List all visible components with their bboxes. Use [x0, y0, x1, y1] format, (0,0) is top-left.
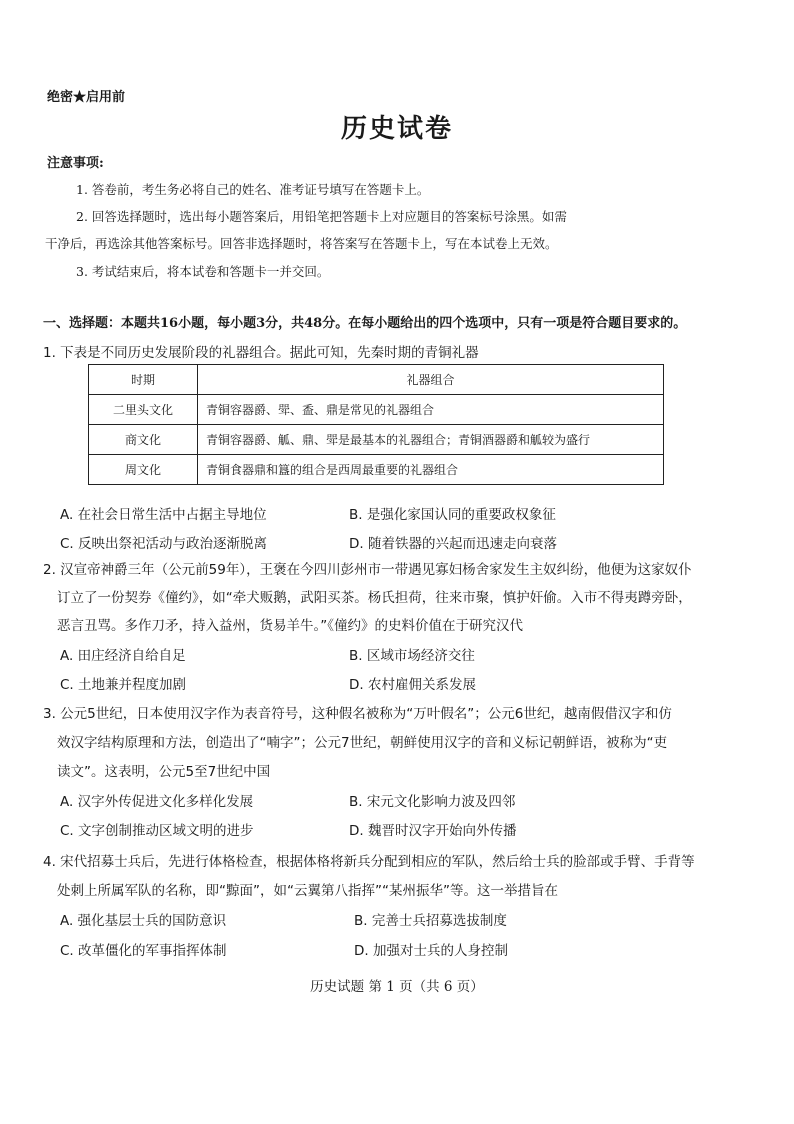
q1-option-a[interactable]: A. 在社会日常生活中占据主导地位 [60, 507, 267, 523]
table-cell-period: 商文化 [89, 425, 198, 455]
table-header-period: 时期 [89, 365, 198, 395]
question-3-stem-line: 读文”。这表明，公元5至7世纪中国 [57, 764, 271, 780]
q3-option-b[interactable]: B. 宋元文化影响力波及四邻 [349, 794, 516, 810]
q1-option-d[interactable]: D. 随着铁器的兴起而迅速走向衰落 [349, 536, 557, 552]
section-heading: 一、选择题：本题共16小题，每小题3分，共48分。在每小题给出的四个选项中，只有一项是符合题目要求的。 [43, 316, 687, 331]
q3-option-c[interactable]: C. 文字创制推动区域文明的进步 [60, 823, 254, 839]
ritual-vessels-table [88, 364, 664, 485]
table-cell-combination: 青铜容器爵、觚、鼎、斝是最基本的礼器组合；青铜酒器爵和觚较为盛行 [198, 425, 664, 455]
q2-option-b[interactable]: B. 区域市场经济交往 [349, 648, 475, 664]
notice-item: 3. 考试结束后，将本试卷和答题卡一并交回。 [76, 264, 330, 279]
q3-option-a[interactable]: A. 汉字外传促进文化多样化发展 [60, 794, 254, 810]
q4-option-c[interactable]: C. 改革僵化的军事指挥体制 [60, 943, 227, 959]
table-cell-period: 周文化 [89, 455, 198, 485]
table-header-combination: 礼器组合 [198, 365, 664, 395]
q1-option-c[interactable]: C. 反映出祭祀活动与政治逐渐脱离 [60, 536, 268, 552]
q2-option-d[interactable]: D. 农村雇佣关系发展 [349, 677, 476, 693]
q4-option-d[interactable]: D. 加强对士兵的人身控制 [354, 943, 508, 959]
question-4-stem-line: 4. 宋代招募士兵后，先进行体格检查，根据体格将新兵分配到相应的军队，然后给士兵的脸部或手臂、手背等 [43, 854, 695, 870]
page-footer: 历史试题 第 1 页（共 6 页） [310, 979, 484, 995]
confidential-label: 绝密★启用前 [47, 90, 126, 105]
question-2-stem-line: 订立了一份契券《僮约》，如“牵犬贩鹅，武阳买茶。杨氏担荷，往来市聚，慎护奸偷。入市不得夷蹲旁卧， [57, 590, 692, 606]
exam-title: 历史试卷 [340, 114, 453, 144]
q1-option-b[interactable]: B. 是强化家国认同的重要政权象征 [349, 507, 556, 523]
question-1-stem: 1. 下表是不同历史发展阶段的礼器组合。据此可知，先秦时期的青铜礼器 [43, 345, 479, 361]
q2-option-a[interactable]: A. 田庄经济自给自足 [60, 648, 186, 664]
table-row [89, 425, 664, 455]
notice-heading: 注意事项: [47, 156, 104, 171]
question-4-stem-line: 处刺上所属军队的名称，即“黥面”，如“云翼第八指挥”“某州振华”等。这一举措旨在 [57, 883, 558, 899]
question-2-stem-line: 2. 汉宣帝神爵三年（公元前59年），王褒在今四川彭州市一带遇见寡妇杨舍家发生主奴纠纷，他便为这家奴仆 [43, 562, 692, 578]
table-row [89, 395, 664, 425]
question-3-stem-line: 3. 公元5世纪，日本使用汉字作为表音符号，这种假名被称为“万叶假名”；公元6世纪，越南假借汉字和仿 [43, 706, 672, 722]
notice-item: 1. 答卷前，考生务必将自己的姓名、准考证号填写在答题卡上。 [76, 182, 430, 197]
q3-option-d[interactable]: D. 魏晋时汉字开始向外传播 [349, 823, 517, 839]
q4-option-a[interactable]: A. 强化基层士兵的国防意识 [60, 913, 227, 929]
notice-item: 2. 回答选择题时，选出每小题答案后，用铅笔把答题卡上对应题目的答案标号涂黑。如需 [76, 209, 567, 224]
table-row [89, 455, 664, 485]
table-cell-combination: 青铜食器鼎和簋的组合是西周最重要的礼器组合 [198, 455, 664, 485]
table-header-row [89, 365, 664, 395]
table-cell-period: 二里头文化 [89, 395, 198, 425]
q4-option-b[interactable]: B. 完善士兵招募选拔制度 [354, 913, 507, 929]
table-cell-combination: 青铜容器爵、斝、盉、鼎是常见的礼器组合 [198, 395, 664, 425]
notice-item: 干净后，再选涂其他答案标号。回答非选择题时，将答案写在答题卡上，写在本试卷上无效。 [45, 236, 558, 251]
q2-option-c[interactable]: C. 土地兼并程度加剧 [60, 677, 187, 693]
question-2-stem-line: 恶言丑骂。多作刀矛，持入益州，货易羊牛。”《僮约》的史料价值在于研究汉代 [57, 618, 523, 634]
question-3-stem-line: 效汉字结构原理和方法，创造出了“喃字”；公元7世纪，朝鲜使用汉字的音和义标记朝鲜语，被称为“吏 [57, 735, 668, 751]
